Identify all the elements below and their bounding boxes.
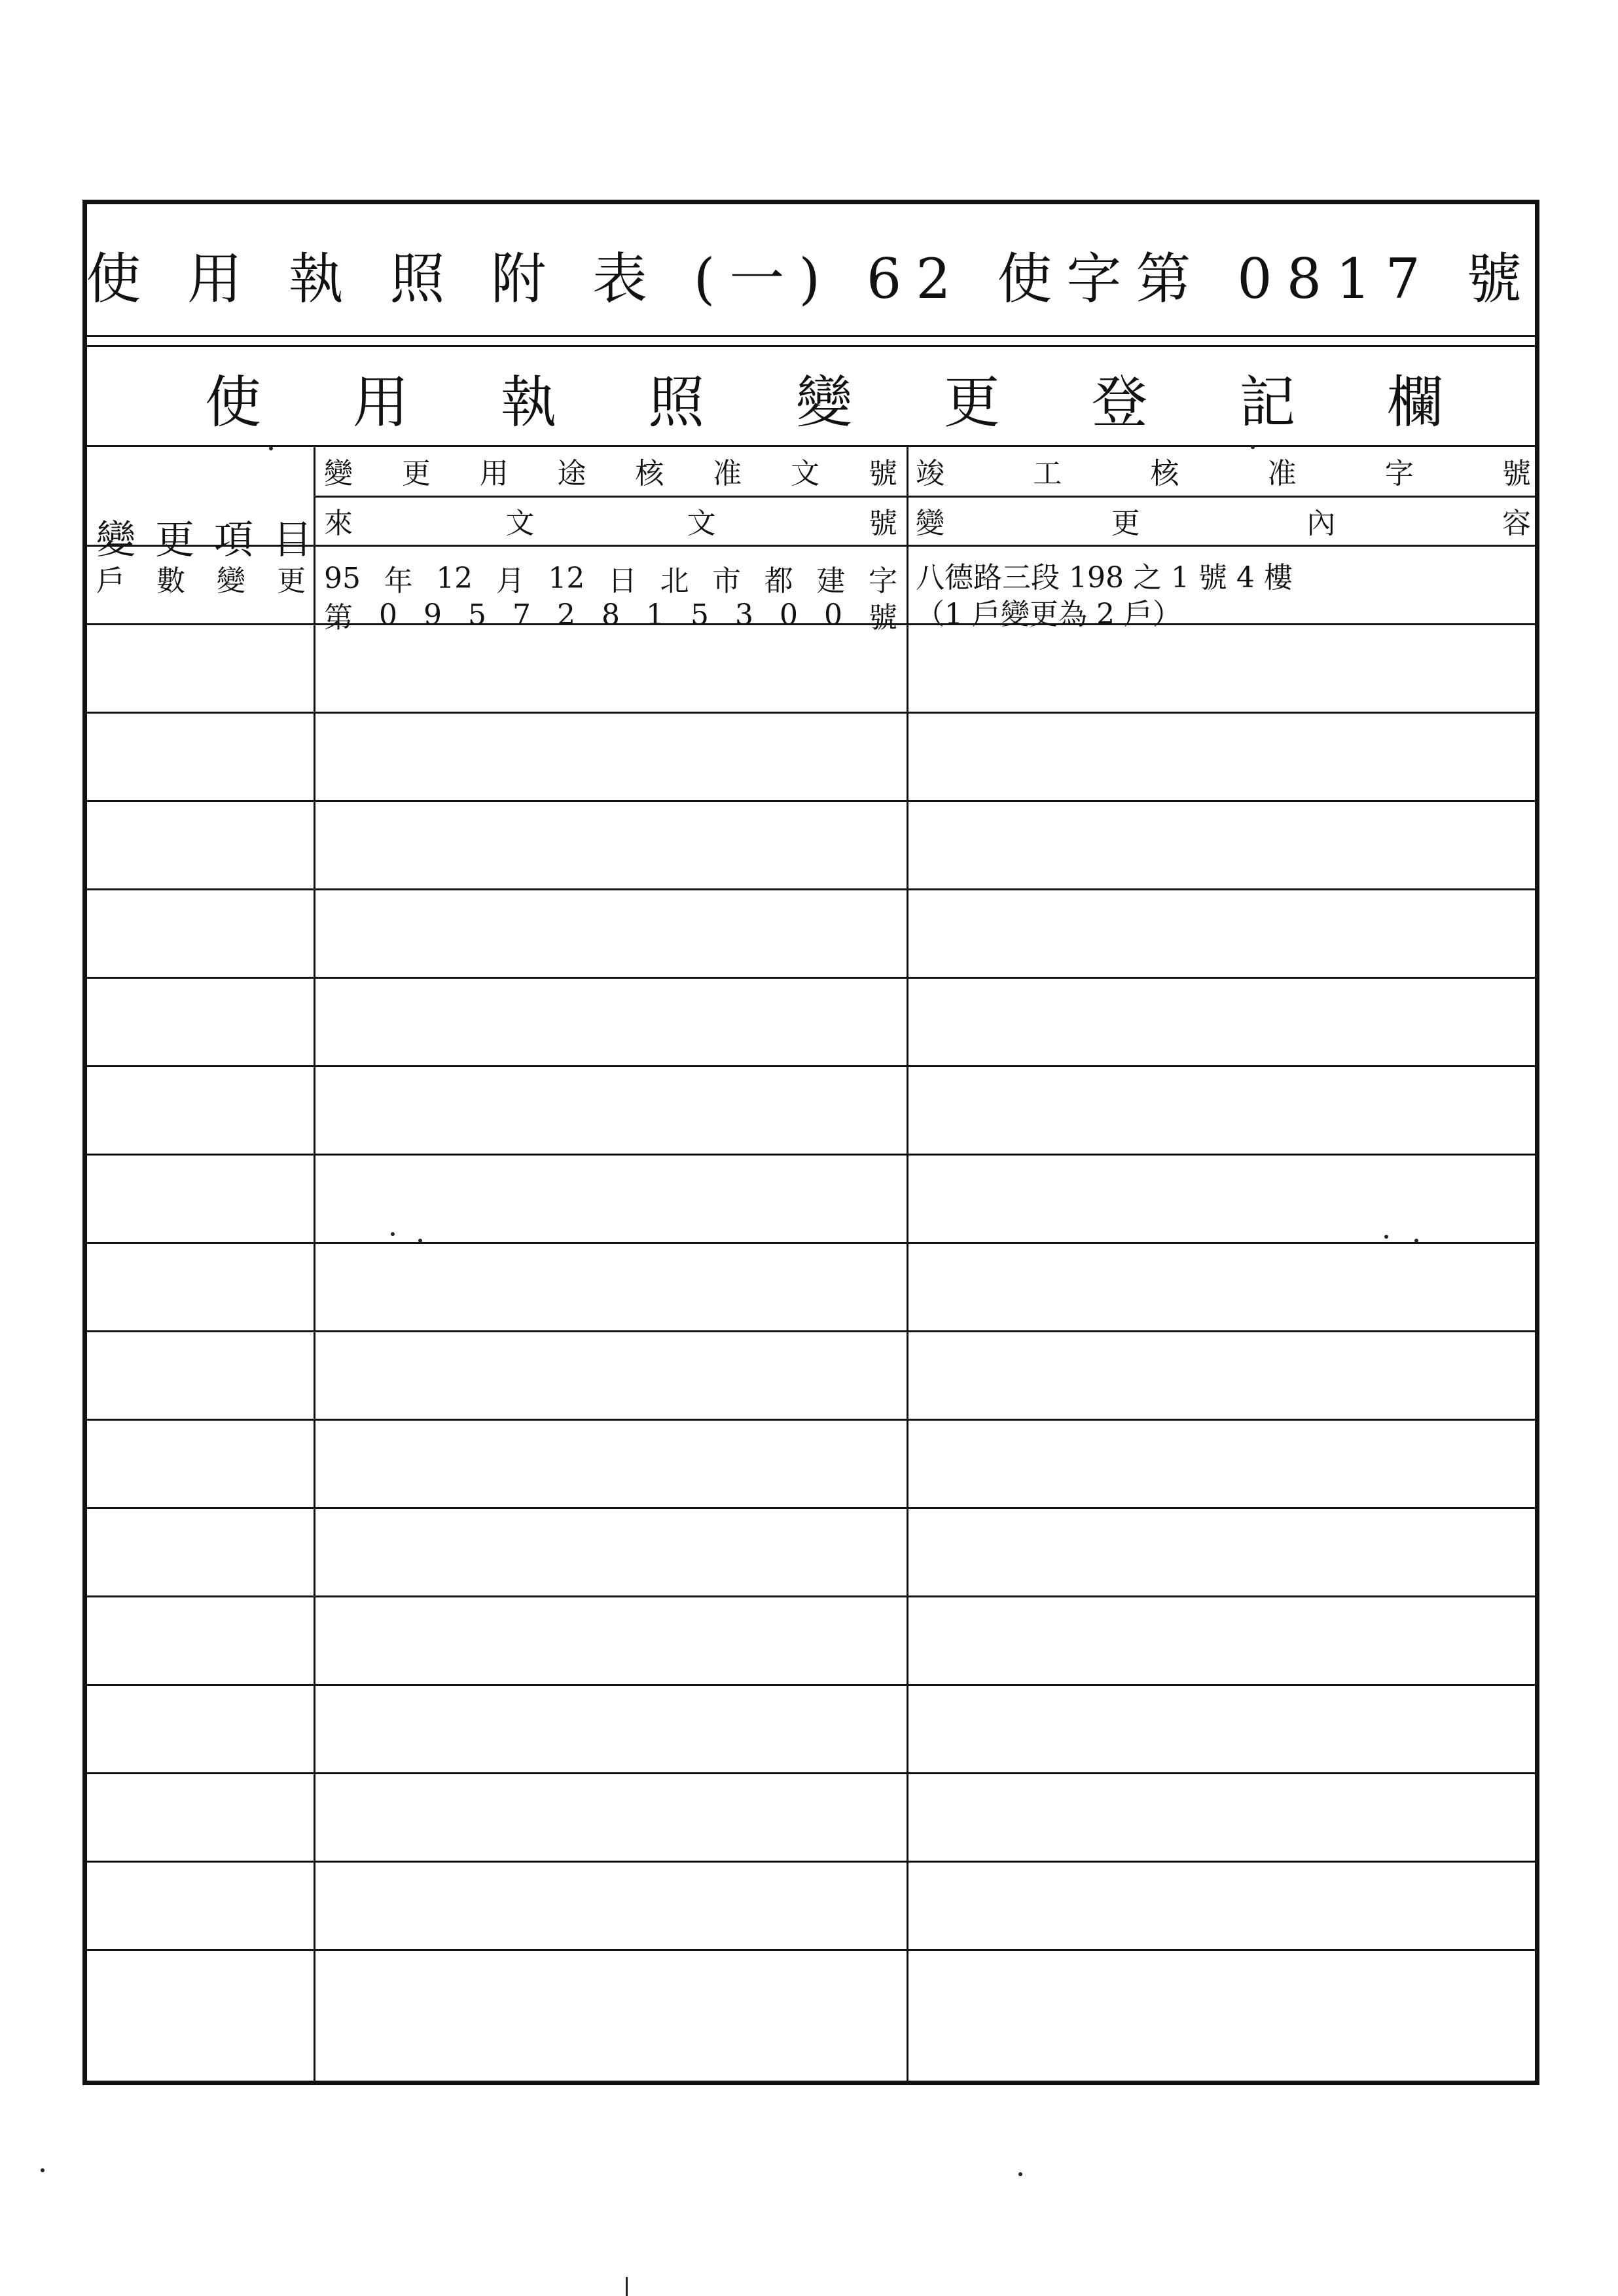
row-line	[87, 1949, 1535, 1951]
scan-speck	[418, 1239, 422, 1243]
section-title-char: 記	[1239, 370, 1296, 435]
header-approval-doc: 變 更 用 途 核 准 文 號	[324, 457, 897, 490]
row-line	[87, 1419, 1535, 1421]
scan-speck	[1251, 445, 1255, 449]
scan-speck	[269, 446, 273, 450]
row-line	[87, 1861, 1535, 1863]
entry-doc-date: 95 年 12 月 12 日 北 市 都 建 字	[324, 561, 897, 598]
section-title-char: 登	[1091, 370, 1148, 435]
scan-speck	[1384, 1235, 1388, 1239]
row-line	[87, 712, 1535, 714]
section-title-char: 使	[205, 370, 261, 435]
usage-license-form	[82, 200, 1539, 2085]
entry-change-content-line2: （1 戶變更為 2 戶）	[916, 598, 1181, 631]
row-line	[87, 1065, 1535, 1067]
scan-speck	[391, 1232, 395, 1236]
row-line	[87, 1330, 1535, 1332]
entry-doc-number: 第 0 9 5 7 2 8 1 5 3 0 0 號	[324, 598, 897, 634]
title-divider-double	[87, 345, 1535, 347]
scan-speck	[1018, 2172, 1022, 2176]
entry-change-content-line1: 八德路三段 198 之 1 號 4 樓	[916, 561, 1293, 594]
scan-speck	[1414, 1239, 1418, 1243]
header-incoming-doc: 來 文 文 號	[324, 507, 897, 540]
row-line	[87, 888, 1535, 890]
row-line	[87, 1772, 1535, 1774]
column-line-2	[907, 445, 908, 2081]
section-title-char: 照	[648, 370, 705, 435]
header-change-item: 變 更 項 目	[96, 517, 312, 563]
row-line	[87, 1154, 1535, 1156]
row-line	[87, 800, 1535, 802]
section-title-char: 更	[943, 370, 1000, 435]
section-title-char: 變	[796, 370, 852, 435]
header-top-line	[87, 445, 1535, 447]
section-title-char: 欄	[1387, 370, 1443, 435]
entry-change-item: 戶 數 變 更	[96, 564, 306, 598]
row-line	[87, 1242, 1535, 1244]
scan-mark	[626, 2277, 628, 2296]
row-line	[87, 1684, 1535, 1686]
header-change-content: 變 更 內 容	[916, 507, 1531, 540]
row-line	[87, 1507, 1535, 1509]
section-title-char: 執	[500, 370, 557, 435]
title-divider	[87, 335, 1535, 337]
row-line	[87, 977, 1535, 979]
header-completion-no: 竣 工 核 准 字 號	[916, 457, 1531, 490]
row-line	[87, 1595, 1535, 1597]
form-title: 使 用 執 照 附 表 (一) 62 使字第 0817 號	[86, 246, 1536, 311]
column-line-1	[314, 445, 315, 2081]
scan-speck	[41, 2168, 45, 2172]
section-title-char: 用	[352, 370, 409, 435]
section-title	[205, 358, 1443, 437]
